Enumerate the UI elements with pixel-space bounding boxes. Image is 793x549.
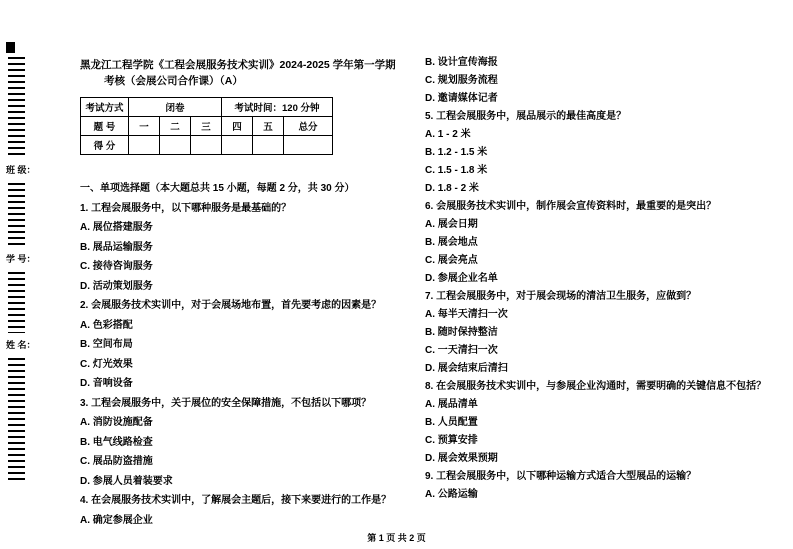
option: A. 展位搭建服务 bbox=[80, 222, 153, 233]
option: D. 活动策划服务 bbox=[80, 280, 153, 292]
question: 3. 工程会展服务中，关于展位的安全保障措施，不包括以下哪项？ bbox=[80, 397, 372, 409]
table-row bbox=[81, 136, 333, 155]
option: A. 色彩搭配 bbox=[80, 319, 133, 331]
class-field-label: 班 级： bbox=[6, 165, 36, 175]
table-row bbox=[81, 98, 333, 117]
left-column bbox=[80, 57, 400, 530]
option: B. 电气线路检查 bbox=[80, 436, 153, 448]
question-col: 二 bbox=[160, 117, 191, 136]
option: D. 参展企业名单 bbox=[425, 273, 498, 284]
option: C. 展会亮点 bbox=[425, 255, 478, 266]
exam-mode-label: 考试方式 bbox=[81, 98, 129, 117]
exam-title bbox=[80, 57, 400, 89]
option: D. 1.8 - 2 米 bbox=[425, 183, 479, 194]
binding-dashes bbox=[8, 183, 25, 247]
question: 8. 在会展服务技术实训中，与参展企业沟通时，需要明确的关键信息不包括？ bbox=[425, 381, 767, 392]
option: B. 1.2 - 1.5 米 bbox=[425, 147, 488, 158]
option: A. 消防设施配备 bbox=[80, 417, 153, 428]
total-label: 总分 bbox=[284, 117, 333, 136]
option: D. 展会结束后清扫 bbox=[425, 363, 508, 374]
right-column bbox=[425, 54, 765, 504]
option: C. 灯光效果 bbox=[80, 358, 133, 370]
question: 6. 会展服务技术实训中，制作展会宣传资料时，最重要的是突出？ bbox=[425, 201, 717, 212]
option: D. 邀请媒体记者 bbox=[425, 93, 498, 104]
option: A. 展会日期 bbox=[425, 219, 478, 230]
option: A. 公路运输 bbox=[425, 489, 478, 500]
question: 4. 在会展服务技术实训中，了解展会主题后，接下来要进行的工作是？ bbox=[80, 495, 392, 506]
scan-corner-mark bbox=[6, 42, 15, 53]
question-col: 一 bbox=[129, 117, 160, 136]
page-footer: 第 1 页 共 2 页 bbox=[367, 533, 426, 543]
option: B. 随时保持整洁 bbox=[425, 327, 498, 338]
binding-dashes bbox=[8, 358, 25, 482]
option: C. 一天清扫一次 bbox=[425, 345, 498, 356]
section-one-heading: 一、单项选择题（本大题总共 15 小题，每题 2 分，共 30 分） bbox=[80, 183, 355, 194]
score-cell bbox=[222, 136, 253, 155]
option: C. 展品防盗措施 bbox=[80, 456, 153, 467]
exam-time: 考试时间：120 分钟 bbox=[222, 98, 333, 117]
exam-mode-value: 闭卷 bbox=[129, 98, 222, 117]
option: C. 1.5 - 1.8 米 bbox=[425, 165, 488, 176]
question: 9. 工程会展服务中，以下哪种运输方式适合大型展品的运输？ bbox=[425, 471, 697, 482]
exam-title-line1: 黑龙江工程学院《工程会展服务技术实训》2024-2025 学年第一学期 bbox=[80, 59, 396, 71]
score-row-label: 得 分 bbox=[81, 136, 129, 155]
exam-info-table bbox=[80, 97, 333, 155]
option: D. 展会效果预期 bbox=[425, 453, 498, 464]
student-id-field-label: 学 号： bbox=[6, 254, 36, 264]
question: 7. 工程会展服务中，对于展会现场的清洁卫生服务，应做到？ bbox=[425, 291, 697, 302]
table-row bbox=[81, 117, 333, 136]
option: B. 展品运输服务 bbox=[80, 241, 153, 253]
question-col: 五 bbox=[253, 117, 284, 136]
binding-dashes bbox=[8, 57, 25, 157]
option: D. 音响设备 bbox=[80, 378, 133, 389]
question-col: 三 bbox=[191, 117, 222, 136]
score-cell bbox=[284, 136, 333, 155]
option: A. 1 - 2 米 bbox=[425, 129, 471, 140]
question-col: 四 bbox=[222, 117, 253, 136]
option: C. 预算安排 bbox=[425, 435, 478, 446]
option: A. 每半天清扫一次 bbox=[425, 309, 508, 320]
question-row-label: 题 号 bbox=[81, 117, 129, 136]
option: A. 确定参展企业 bbox=[80, 514, 153, 526]
option: D. 参展人员着装要求 bbox=[80, 475, 173, 487]
question: 2. 会展服务技术实训中，对于会展场地布置，首先要考虑的因素是？ bbox=[80, 300, 382, 311]
question: 1. 工程会展服务中，以下哪种服务是最基础的？ bbox=[80, 202, 292, 214]
option: B. 展会地点 bbox=[425, 237, 478, 248]
score-cell bbox=[129, 136, 160, 155]
option: C. 接待咨询服务 bbox=[80, 261, 153, 272]
option: B. 设计宣传海报 bbox=[425, 57, 498, 68]
option: C. 规划服务流程 bbox=[425, 75, 498, 86]
name-field-label: 姓 名： bbox=[6, 340, 36, 350]
binding-margin bbox=[6, 0, 40, 549]
binding-dashes bbox=[8, 272, 25, 333]
question: 5. 工程会展服务中，展品展示的最佳高度是？ bbox=[425, 111, 627, 122]
exam-title-line2: 考核（会展公司合作课）（A） bbox=[104, 75, 243, 87]
option: B. 空间布局 bbox=[80, 339, 133, 350]
score-cell bbox=[160, 136, 191, 155]
score-cell bbox=[253, 136, 284, 155]
option: A. 展品清单 bbox=[425, 399, 478, 410]
option: B. 人员配置 bbox=[425, 417, 478, 428]
score-cell bbox=[191, 136, 222, 155]
